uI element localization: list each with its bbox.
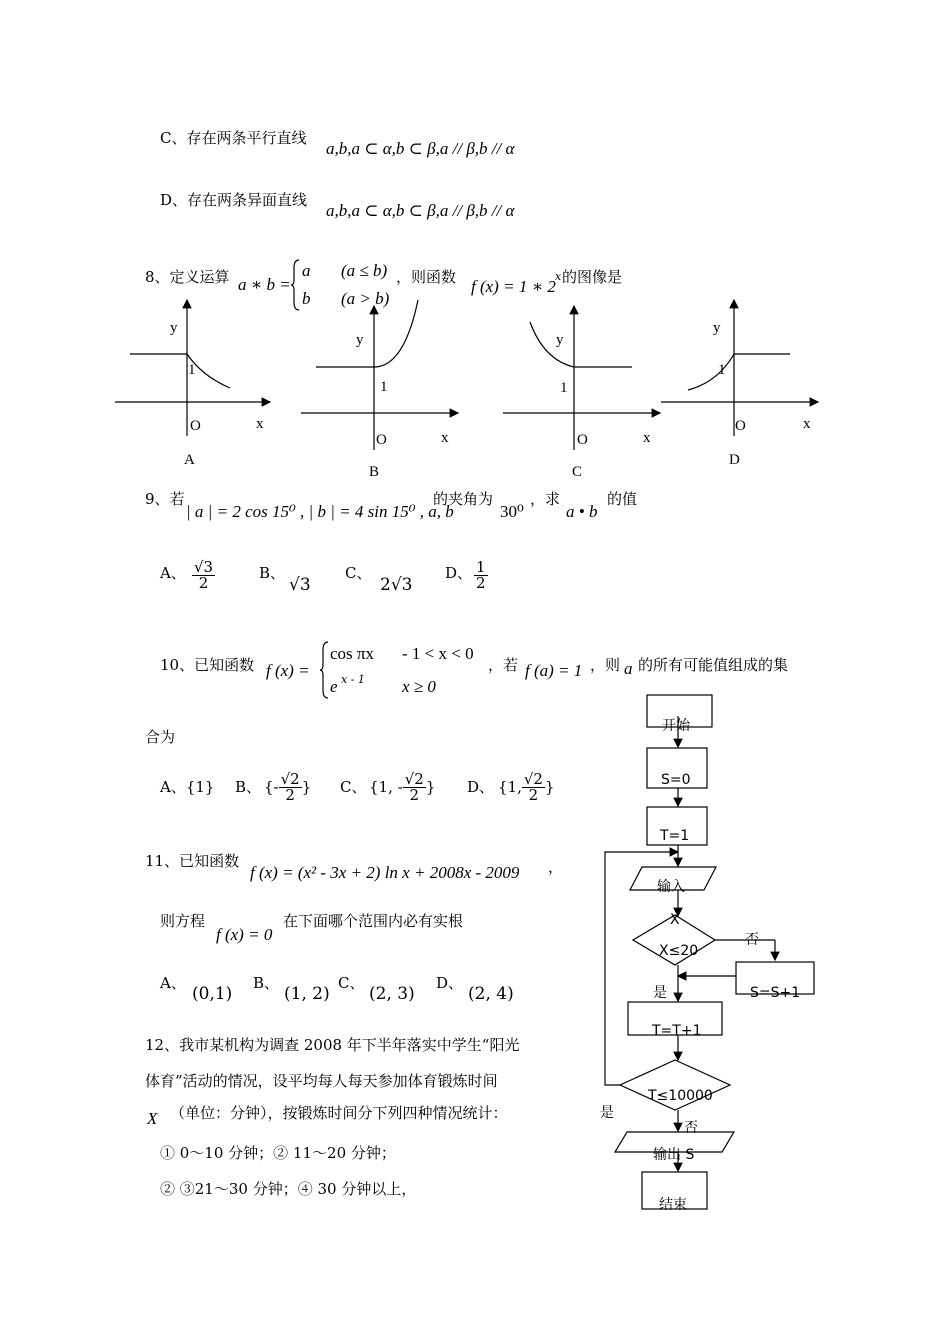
flow-s0-label: S=0 [661, 772, 691, 788]
q8-prefix: 8、定义运算 [145, 268, 230, 286]
flow-cond1-label: X≤20 [659, 943, 699, 959]
q8-case2-val: b [302, 289, 311, 308]
q10-option-d-den: 2 [528, 786, 539, 804]
graph-c-one-label: 1 [560, 380, 568, 396]
q8-mid: ，则函数 [396, 268, 457, 286]
graph-d-letter: D [729, 452, 740, 468]
q10-option-c-den: 2 [409, 786, 420, 804]
graph-b-letter: B [369, 464, 380, 480]
q10-case1-val: cos πx [330, 644, 374, 663]
q9-option-d-num: 1 [476, 558, 486, 576]
q11-option-d-label: D、 [436, 974, 464, 992]
q10-option-b-label: B、 [235, 778, 262, 796]
graph-a-x-label: x [256, 416, 264, 432]
q9-option-b-value: √3 [289, 575, 311, 595]
q8-case2-cond: (a > b) [341, 289, 390, 308]
q10-case2-exp: x - 1 [341, 673, 365, 686]
q10-option-b-value [264, 772, 311, 803]
graph-c [500, 300, 670, 480]
q9-option-a-num: √3 [194, 558, 214, 576]
q9-mid: 的夹角为 [433, 490, 494, 508]
flow-output-label: 输出 S [653, 1147, 695, 1163]
graph-b-y-label: y [356, 332, 364, 348]
q11-option-c-label: C、 [338, 974, 365, 992]
q10-option-a: A、{1} [160, 778, 215, 796]
flow-s-inc-label: S=S+1 [750, 985, 801, 1001]
q8-lhs: a ∗ b = [238, 275, 291, 294]
q10-option-d-value [498, 772, 555, 803]
graph-b-one-label: 1 [380, 379, 388, 395]
q11-option-c-value: (2, 3) [369, 984, 415, 1004]
q10-option-b-pre: {- [264, 778, 279, 796]
q9-expr: a • b [566, 502, 598, 521]
q11-option-d-value: (2, 4) [468, 984, 514, 1004]
flow-start-label: 开始 [662, 718, 690, 734]
q11-option-a-value: (0,1) [192, 984, 233, 1004]
graph-a-one-label: 1 [188, 362, 196, 378]
q10-option-c-pre: {1, - [369, 778, 403, 796]
q8-case1-val: a [302, 261, 311, 280]
q7-option-c-math: a,b,a ⊂ α,b ⊂ β,a // β,b // α [326, 139, 515, 158]
q10-option-d-pre: {1, [498, 778, 522, 796]
q11-option-b-value: (1, 2) [284, 984, 330, 1004]
graph-d-one-label: 1 [718, 362, 726, 378]
q8-func-exp: x [555, 270, 562, 283]
flowchart [600, 690, 830, 1220]
q11-func: f (x) = (x² - 3x + 2) ln x + 2008x - 2009 [250, 863, 520, 882]
q10-option-b-den: 2 [285, 786, 295, 804]
q10-case1-cond: - 1 < x < 0 [402, 644, 474, 663]
q11-comma: ， [548, 858, 564, 876]
q11-line2-pre: 则方程 [160, 912, 206, 930]
q8-func: f (x) = 1 ∗ 2 [471, 277, 556, 296]
q10-option-c-label: C、 [340, 778, 367, 796]
q12-line4: ① 0～10 分钟；② 11～20 分钟； [160, 1144, 396, 1162]
graph-b-x-label: x [441, 430, 449, 446]
q10-case2-cond: x ≥ 0 [402, 677, 436, 696]
q9-option-d-label: D、 [445, 564, 473, 582]
q10-suffix: 的所有可能值组成的集 [638, 656, 789, 674]
graph-d [658, 296, 828, 466]
q8-case1-cond: (a ≤ b) [341, 261, 388, 280]
q10-option-d-post: } [544, 778, 555, 796]
q10-case2-val: e [330, 677, 338, 696]
q11-option-a-label: A、 [160, 974, 186, 992]
flow-t-inc-label: T=T+1 [652, 1023, 702, 1039]
q10-option-d-num: √2 [523, 770, 543, 788]
q8-suffix: 的图像是 [562, 268, 623, 286]
graph-c-y-label: y [556, 332, 564, 348]
q9-prefix: 9、若 [145, 490, 185, 508]
graph-a [112, 296, 282, 466]
graph-b [298, 300, 468, 480]
q12-line2: 体育”活动的情况，设平均每人每天参加体育锻炼时间 [145, 1072, 498, 1090]
q11-equation: f (x) = 0 [216, 925, 273, 944]
q12-line5: ② ③21～30 分钟；④ 30 分钟以上， [160, 1180, 417, 1198]
graph-a-y-label: y [170, 320, 178, 336]
graph-c-origin-label: O [577, 432, 588, 448]
q9-option-b-label: B、 [259, 564, 286, 582]
q10-brace [320, 640, 330, 700]
q10-lhs: f (x) = [266, 661, 310, 680]
q10-var: a [624, 659, 633, 678]
q10-option-b-post: } [301, 778, 312, 796]
q9-option-c-label: C、 [345, 564, 372, 582]
q9-option-c-value: 2√3 [380, 575, 413, 595]
q10-mid2: ，则 [590, 656, 621, 674]
graph-d-y-label: y [713, 320, 721, 336]
q10-option-c-post: } [425, 778, 436, 796]
q10-mid: ，若 [488, 656, 519, 674]
graph-b-origin-label: O [376, 432, 387, 448]
q9-angle: 30⁰ [500, 502, 524, 521]
q10-condition: f (a) = 1 [525, 661, 583, 680]
flow-no1-label: 否 [745, 932, 759, 948]
q12-line3-var: X [147, 1109, 158, 1128]
graph-c-x-label: x [643, 430, 651, 446]
q10-prefix: 10、已知函数 [160, 656, 255, 674]
graph-c-letter: C [572, 464, 583, 480]
q12-line3: （单位：分钟），按锻炼时间分下列四种情况统计： [170, 1104, 508, 1122]
flow-input-label: 输入 [657, 879, 685, 895]
flow-yes2-label: 是 [600, 1105, 614, 1121]
q7-option-d-label: D、存在两条异面直线 [160, 191, 308, 209]
q12-line1: 12、我市某机构为调查 2008 年下半年落实中学生“阳光 [145, 1036, 520, 1054]
q9-option-a-label: A、 [160, 564, 186, 582]
graph-d-x-label: x [803, 416, 811, 432]
q11-option-b-label: B、 [253, 974, 280, 992]
flow-x-label: X [670, 912, 680, 928]
q10-option-c-num: √2 [404, 770, 424, 788]
flow-t1-label: T=1 [660, 828, 690, 844]
q7-option-d-math: a,b,a ⊂ α,b ⊂ β,a // β,b // α [326, 201, 515, 220]
graph-a-letter: A [184, 452, 195, 468]
q10-option-c-value [369, 772, 435, 803]
q9-suffix: 的值 [607, 490, 638, 508]
flow-end-label: 结束 [659, 1197, 687, 1213]
q9-condition: | a | = 2 cos 15⁰ , | b | = 4 sin 15⁰ , a, b [186, 502, 454, 521]
q9-option-a-den: 2 [198, 574, 209, 592]
q10-option-b-num: √2 [280, 770, 300, 788]
q11-line2-post: 在下面哪个范围内必有实根 [283, 912, 464, 930]
q10-option-d-label: D、 [467, 778, 495, 796]
q7-option-c-label: C、存在两条平行直线 [160, 129, 307, 147]
flow-yes1-label: 是 [653, 985, 667, 1001]
graph-a-origin-label: O [190, 418, 201, 434]
q9-mid2: ，求 [530, 490, 561, 508]
q9-option-d-den: 2 [476, 574, 486, 592]
flow-cond2-label: T≤10000 [648, 1088, 713, 1104]
q9-option-d-frac [474, 560, 488, 591]
q9-option-a-frac [192, 560, 215, 591]
q10-line2: 合为 [145, 728, 176, 746]
graph-d-origin-label: O [735, 418, 746, 434]
q11-prefix: 11、已知函数 [145, 852, 240, 870]
flow-no2-label: 否 [684, 1120, 698, 1136]
